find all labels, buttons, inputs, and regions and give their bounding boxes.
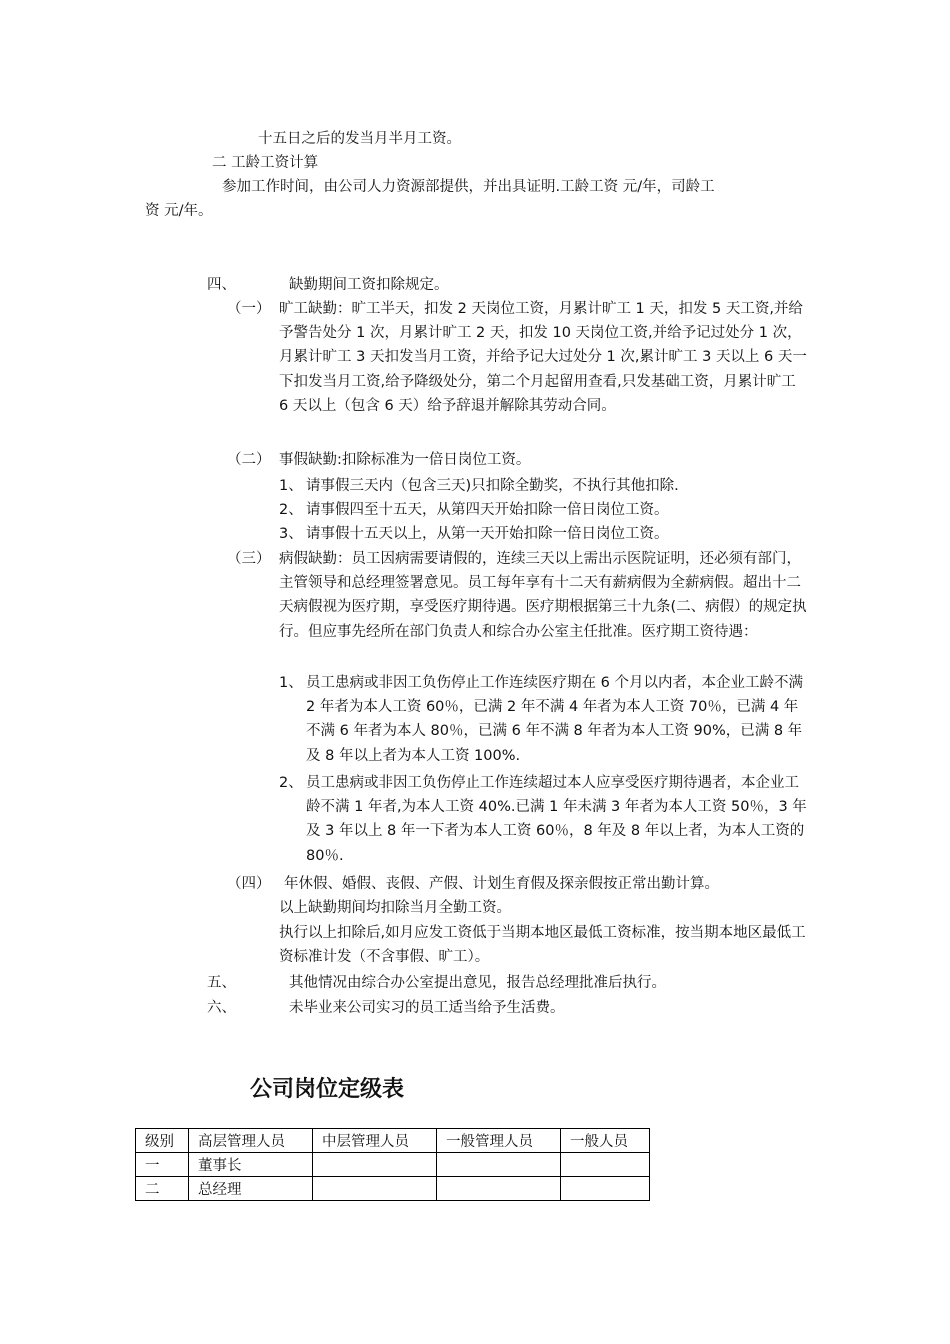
table-title: 公司岗位定级表 <box>250 1077 405 1102</box>
subitem-number: 1、 <box>279 478 303 494</box>
text-line: 十五日之后的发当月半月工资。 <box>258 131 461 147</box>
header-cell: 一般人员 <box>561 1129 650 1153</box>
table-row <box>136 1153 650 1177</box>
subitem-paragraph: 员工患病或非因工负伤停止工作连续医疗期在 6 个月以内者，本企业工龄不满 2 年者为本人工资 60％，已满 2 年不满 4 年者为本人工资 70％，已满 4 年不满 6 年者为本人 80％，已满 6 年不满 8 年者为本人工资 90%，已满 8 年及 8 年以上者为本人工资 100%. <box>306 675 803 764</box>
text-line: 以上缺勤期间均扣除当月全勤工资。 <box>279 900 511 916</box>
table-cell <box>313 1177 437 1201</box>
table-header-row <box>136 1129 650 1153</box>
subitem-text: 请事假三天内（包含三天)只扣除全勤奖，不执行其他扣除. <box>306 478 679 494</box>
item-text: 事假缺勤:扣除标准为一倍日岗位工资。 <box>279 452 531 468</box>
item-number: （四） <box>227 876 271 892</box>
subitem-text: 请事假四至十五天，从第四天开始扣除一倍日岗位工资。 <box>306 502 669 518</box>
text-line: 参加工作时间，由公司人力资源部提供，并出具证明.工龄工资 元/年，司龄工 <box>222 179 715 195</box>
item-number: （三） <box>227 551 271 567</box>
subitem-paragraph: 员工患病或非因工负伤停止工作连续超过本人应享受医疗期待遇者，本企业工龄不满 1 年者,为本人工资 40%.已满 1 年未满 3 年者为本人工资 50％，3 年及 3 年以上 8 年一下者为本人工资 60％，8 年及 8 年以上者，为本人工资的 80％. <box>306 775 807 864</box>
text-line: 资 元/年。 <box>145 203 213 219</box>
item-number: （一） <box>227 301 271 317</box>
table-cell <box>437 1177 561 1201</box>
section-number: 四、 <box>207 277 236 293</box>
table-cell: 董事长 <box>189 1153 313 1177</box>
section-heading: 二 工龄工资计算 <box>212 155 319 171</box>
position-grade-table <box>135 1128 650 1201</box>
table-cell <box>437 1153 561 1177</box>
item-paragraph: 旷工缺勤：旷工半天，扣发 2 天岗位工资，月累计旷工 1 天，扣发 5 天工资,并给予警告处分 1 次，月累计旷工 2 天，扣发 10 天岗位工资,并给予记过处分 1 次，月累计旷工 3 天扣发当月工资，并给予记大过处分 1 次,累计旷工 3 天以上 6 天一下扣发当月工资,给予降级处分，第二个月起留用查看,只发基础工资，月累计旷工 6 天以上（包含 6 天）给予辞退并解除其劳动合同。 <box>279 301 807 414</box>
header-cell: 级别 <box>136 1129 189 1153</box>
section-number: 六、 <box>207 1000 236 1016</box>
subitem-number: 2、 <box>279 775 303 791</box>
table-cell: 一 <box>136 1153 189 1177</box>
item-number: （二） <box>227 452 271 468</box>
table-cell: 总经理 <box>189 1177 313 1201</box>
table-cell <box>561 1177 650 1201</box>
subitem-number: 3、 <box>279 526 303 542</box>
table-cell <box>313 1153 437 1177</box>
table-cell <box>561 1153 650 1177</box>
text-paragraph: 执行以上扣除后,如月应发工资低于当期本地区最低工资标准，按当期本地区最低工资标准计发（不含事假、旷工）。 <box>279 925 806 966</box>
section-text: 其他情况由综合办公室提出意见，报告总经理批准后执行。 <box>289 975 666 991</box>
subitem-number: 2、 <box>279 502 303 518</box>
subitem-number: 1、 <box>279 675 303 691</box>
table-cell: 二 <box>136 1177 189 1201</box>
item-paragraph: 病假缺勤：员工因病需要请假的，连续三天以上需出示医院证明，还必须有部门，主管领导和总经理签署意见。员工每年享有十二天有薪病假为全薪病假。超出十二天病假视为医疗期，享受医疗期待遇。医疗期根据第三十九条(二、病假）的规定执行。但应事先经所在部门负责人和综合办公室主任批准。医疗期工资待遇： <box>279 551 807 640</box>
header-cell: 一般管理人员 <box>437 1129 561 1153</box>
subitem-text: 请事假十五天以上，从第一天开始扣除一倍日岗位工资。 <box>306 526 669 542</box>
section-text: 未毕业来公司实习的员工适当给予生活费。 <box>289 1000 565 1016</box>
section-heading: 缺勤期间工资扣除规定。 <box>289 277 449 293</box>
header-cell: 高层管理人员 <box>189 1129 313 1153</box>
table-row <box>136 1177 650 1201</box>
section-number: 五、 <box>207 975 236 991</box>
header-cell: 中层管理人员 <box>313 1129 437 1153</box>
item-text: 年休假、婚假、丧假、产假、计划生育假及探亲假按正常出勤计算。 <box>284 876 719 892</box>
